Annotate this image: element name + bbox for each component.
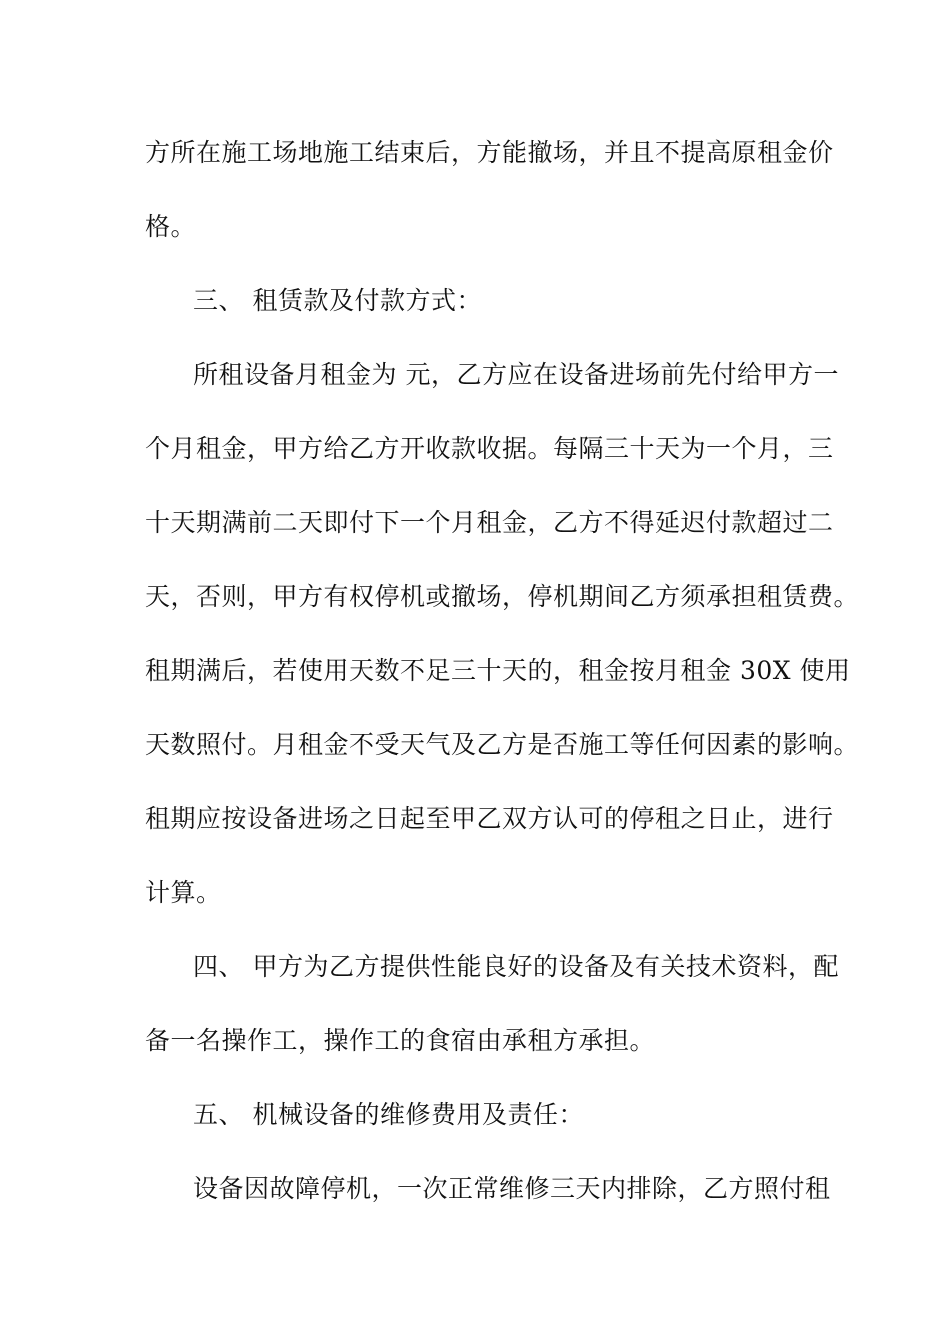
text-line: 备一名操作工，操作工的食宿由承租方承担。 [145, 1026, 656, 1055]
text-line: 格。 [145, 212, 197, 241]
text-line: 租期满后，若使用天数不足三十天的，租金按月租金 30X 使用 [145, 656, 851, 685]
text-line: 天，否则，甲方有权停机或撤场，停机期间乙方须承担租赁费。 [145, 582, 860, 611]
section-heading-5: 五、 机械设备的维修费用及责任： [193, 1100, 584, 1129]
text-line: 方所在施工场地施工结束后，方能撤场，并且不提高原租金价 [145, 138, 834, 167]
text-line: 十天期满前二天即付下一个月租金，乙方不得延迟付款超过二 [145, 508, 834, 537]
text-line: 计算。 [145, 878, 222, 907]
text-line: 个月租金，甲方给乙方开收款收据。每隔三十天为一个月，三 [145, 434, 834, 463]
section-heading-4: 四、 甲方为乙方提供性能良好的设备及有关技术资料，配 [193, 952, 839, 981]
text-line: 租期应按设备进场之日起至甲乙双方认可的停租之日止，进行 [145, 804, 834, 833]
text-line: 天数照付。月租金不受天气及乙方是否施工等任何因素的影响。 [145, 730, 860, 759]
text-line: 设备因故障停机，一次正常维修三天内排除，乙方照付租 [193, 1174, 831, 1203]
section-heading-3: 三、 租赁款及付款方式： [193, 286, 482, 315]
text-line: 所租设备月租金为 元，乙方应在设备进场前先付给甲方一 [193, 360, 839, 389]
